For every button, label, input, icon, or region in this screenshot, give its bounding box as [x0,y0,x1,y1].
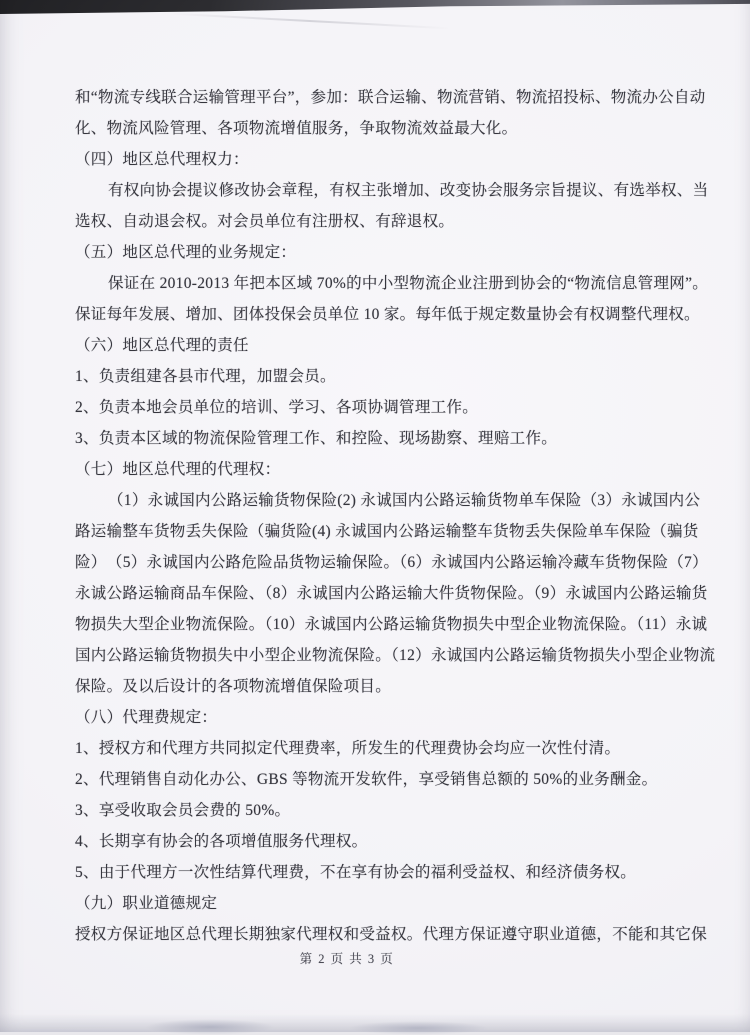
text-line: 3、享受收取会员会费的 50%。 [75,802,291,819]
text-line: 1、负责组建各县市代理，加盟会员。 [75,368,336,385]
scan-artifact-crease [170,13,450,30]
text-line: 物损失大型企业物流保险。（10）永诚国内公路运输货物损失中型企业物流保险。（11）永诚 [75,616,708,633]
text-line: 保证每年发展、增加、团体投保会员单位 10 家。每年低于规定数量协会有权调整代理权。 [75,306,700,323]
text-line: 4、长期享有协会的各项增值服务代理权。 [75,833,368,850]
text-line: 险） （5）永诚国内公路危险品货物运输保险。（6）永诚国内公路运输冷藏车货物保险（7） [75,554,708,571]
text-line: 路运输整车货物丢失保险（骗货险(4) 永诚国内公路运输整车货物丢失保险单车保险（骗货 [75,523,699,540]
scan-artifact-smudge-center [348,1021,488,1035]
text-line: （1）永诚国内公路运输货物保险(2) 永诚国内公路运输货物单车保险（3）永诚国内公 [108,492,701,509]
text-line: 授权方保证地区总代理长期独家代理权和受益权。代理方保证遵守职业道德，不能和其它保 [75,926,708,943]
text-line: （五）地区总代理的业务规定： [75,244,297,261]
scan-artifact-top-edge [0,0,750,14]
text-line: 选权、自动退会权。对会员单位有注册权、有辞退权。 [75,213,455,230]
text-line: （四）地区总代理权力： [75,151,249,168]
text-line: 有权向协会提议修改协会章程，有权主张增加、改变协会服务宗旨提议、有选举权、当 [108,182,709,199]
text-line: 1、授权方和代理方共同拟定代理费率，所发生的代理费协会均应一次性付清。 [75,740,621,757]
text-line: 永诚公路运输商品车保险、（8）永诚国内公路运输大件货物保险。（9）永诚国内公路运输货 [75,585,708,602]
text-line: 保险。及以后设计的各项物流增值保险项目。 [75,678,392,695]
text-line: 化、物流风险管理、各项物流增值服务，争取物流效益最大化。 [75,120,518,137]
document-body [75,82,716,950]
text-line: 2、负责本地会员单位的培训、学习、各项协调管理工作。 [75,399,479,416]
document-lines [75,82,716,950]
text-line: 2、代理销售自动化办公、GBS 等物流开发软件，享受销售总额的 50%的业务酬金。 [75,771,658,788]
text-line: 和“物流专线联合运输管理平台”，参加：联合运输、物流营销、物流招投标、物流办公自动 [75,89,706,106]
page-footer: 第 2 页 共 3 页 [299,952,395,966]
text-line: （七）地区总代理的代理权： [75,461,281,478]
text-line: 保证在 2010-2013 年把本区域 70%的中小型物流企业注册到协会的“物流信息管理网”。 [108,275,709,292]
text-line: （八）代理费规定： [75,709,218,726]
scan-artifact-smudge-left [145,1019,275,1035]
text-line: （六）地区总代理的责任 [75,337,249,354]
text-line: 3、负责本区域的物流保险管理工作、和控险、现场勘察、理赔工作。 [75,430,558,447]
text-line: 5、由于代理方一次性结算代理费，不在享有协会的福利受益权、和经济债务权。 [75,864,637,881]
text-line: 国内公路运输货物损失中小型企业物流保险。（12）永诚国内公路运输货物损失小型企业物流 [75,647,716,664]
text-line: （九）职业道德规定 [75,895,218,912]
